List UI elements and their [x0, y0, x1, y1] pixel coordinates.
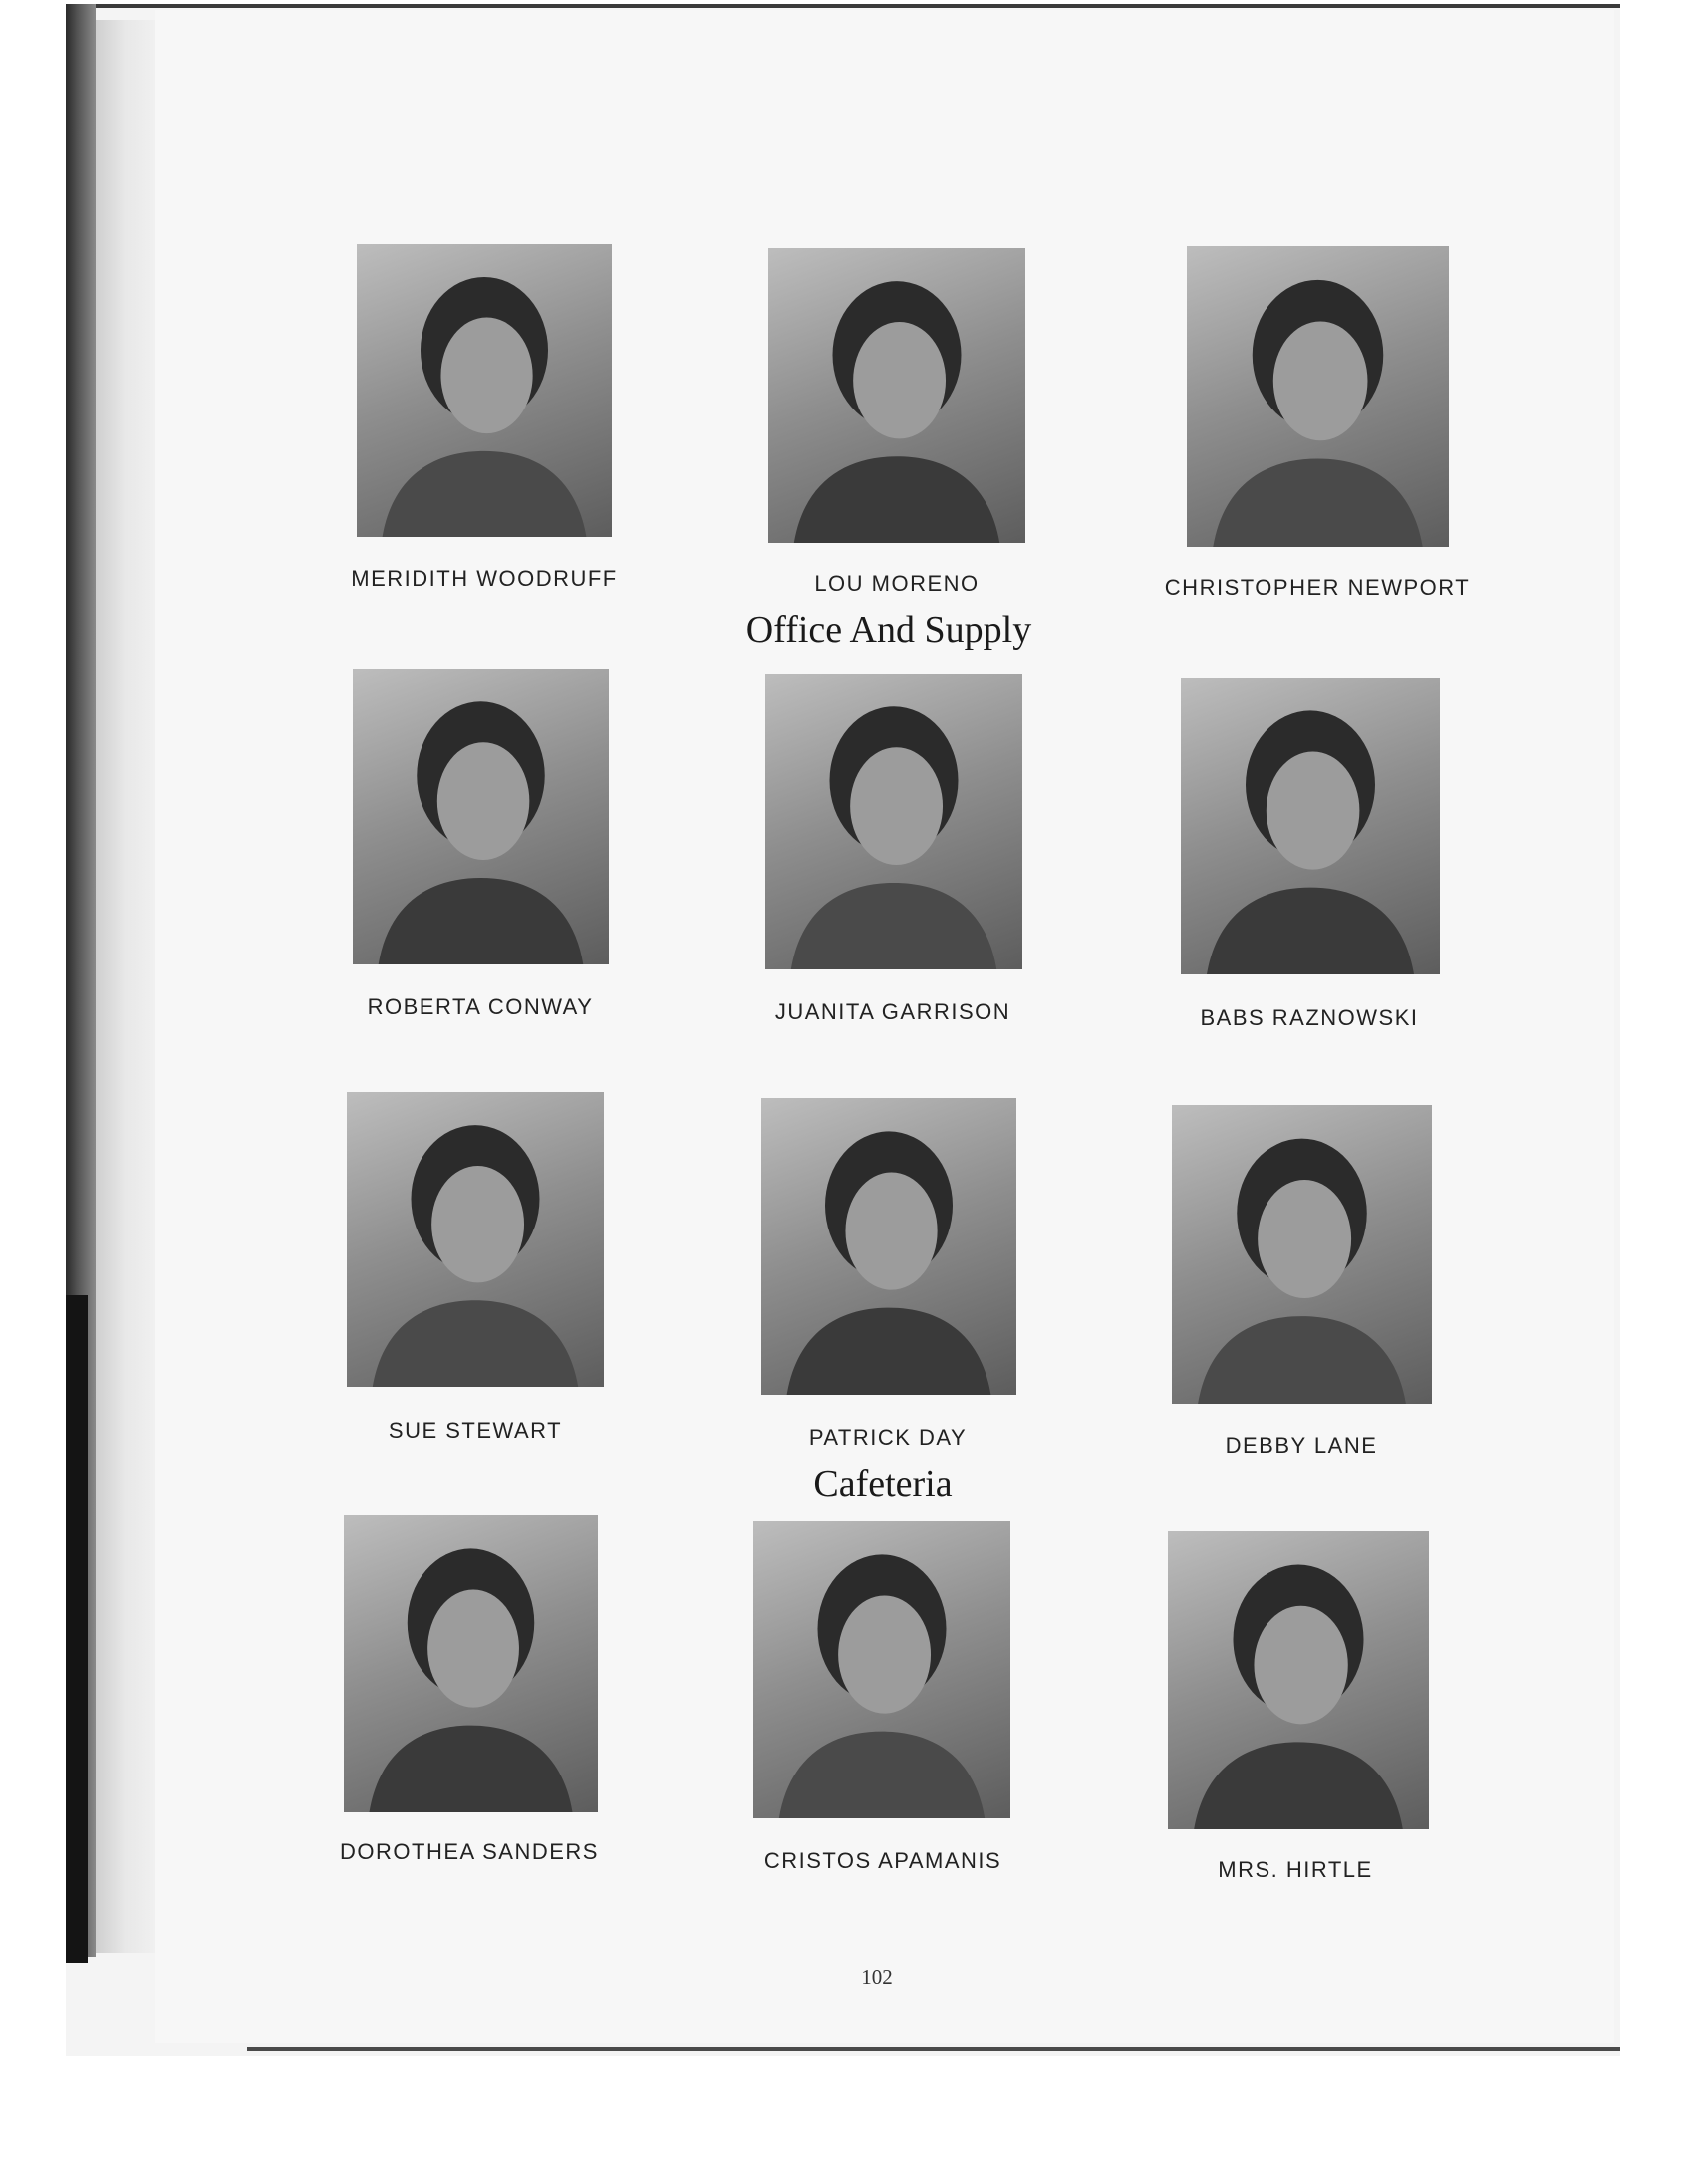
portrait-shoulders — [779, 1732, 985, 1818]
portrait-name: MRS. HIRTLE — [1218, 1857, 1373, 1882]
portrait-photo-icon — [344, 1515, 598, 1812]
top-scan-edge — [66, 4, 1620, 8]
portrait-name: JUANITA GARRISON — [774, 999, 1011, 1024]
portrait-face — [1267, 752, 1360, 870]
portrait-photo-cristos-apamanis — [753, 1521, 1010, 1818]
portrait-photo-icon — [353, 669, 609, 964]
portrait-photo-icon — [1172, 1105, 1432, 1404]
portrait-face — [845, 1173, 937, 1290]
portrait-name: BABS RAZNOWSKI — [1200, 1005, 1419, 1030]
portrait-photo-roberta-conway — [353, 669, 609, 964]
portrait-photo-icon — [761, 1098, 1016, 1395]
portrait-shoulders — [791, 883, 996, 969]
portrait-face — [1254, 1606, 1347, 1725]
portrait-photo-lou-moreno — [768, 248, 1025, 543]
portrait-photo-debby-lane — [1172, 1105, 1432, 1404]
portrait-shoulders — [379, 878, 584, 964]
portrait-photo-sue-stewart — [347, 1092, 604, 1387]
portrait-shoulders — [794, 456, 999, 543]
portrait-photo-dorothea-sanders — [344, 1515, 598, 1812]
portrait-photo-icon — [765, 674, 1022, 969]
portrait-face — [850, 747, 943, 865]
section-heading-office-supply: Office And Supply — [745, 609, 1032, 651]
portrait-face — [431, 1166, 524, 1282]
portrait-shoulders — [1207, 888, 1414, 974]
portrait-face — [437, 742, 530, 860]
portrait-photo-christopher-newport — [1187, 246, 1449, 547]
portrait-photo-icon — [357, 244, 612, 537]
portrait-shoulders — [370, 1726, 573, 1812]
portrait-shoulders — [1213, 458, 1422, 547]
portrait-name: LOU MORENO — [814, 571, 980, 596]
portrait-face — [427, 1590, 519, 1708]
portrait-photo-icon — [1168, 1531, 1429, 1829]
portrait-photo-icon — [753, 1521, 1010, 1818]
portrait-photo-patrick-day — [761, 1098, 1016, 1395]
portrait-photo-meridith-woodruff — [357, 244, 612, 537]
portrait-name: ROBERTA CONWAY — [367, 994, 594, 1019]
section-heading-cafeteria: Cafeteria — [813, 1463, 953, 1504]
portrait-name: CHRISTOPHER NEWPORT — [1164, 575, 1471, 600]
portrait-face — [1258, 1180, 1351, 1298]
portrait-face — [440, 318, 532, 434]
portrait-name: DOROTHEA SANDERS — [340, 1839, 599, 1864]
portrait-shoulders — [1198, 1316, 1406, 1404]
portrait-photo-icon — [1187, 246, 1449, 547]
page-binding-gutter — [96, 20, 155, 1953]
portrait-photo-mrs-hirtle — [1168, 1531, 1429, 1829]
portrait-photo-icon — [347, 1092, 604, 1387]
portrait-photo-icon — [1181, 678, 1440, 974]
page-number: 102 — [861, 1965, 893, 1989]
portrait-name: SUE STEWART — [388, 1418, 563, 1443]
portrait-name: PATRICK DAY — [808, 1425, 968, 1450]
portrait-name: MERIDITH WOODRUFF — [351, 566, 618, 591]
portrait-photo-babs-raznowski — [1181, 678, 1440, 974]
portrait-face — [1273, 322, 1368, 441]
portrait-photo-juanita-garrison — [765, 674, 1022, 969]
portrait-shoulders — [787, 1308, 991, 1395]
portrait-face — [853, 322, 946, 438]
portrait-photo-icon — [768, 248, 1025, 543]
portrait-shoulders — [1194, 1742, 1403, 1829]
portrait-shoulders — [383, 451, 587, 537]
book-spine-shadow — [66, 1295, 88, 1963]
portrait-name: DEBBY LANE — [1225, 1433, 1378, 1458]
portrait-shoulders — [373, 1300, 578, 1387]
bottom-scan-edge — [247, 2047, 1620, 2051]
portrait-name: CRISTOS APAMANIS — [763, 1848, 1002, 1873]
portrait-face — [838, 1596, 931, 1714]
